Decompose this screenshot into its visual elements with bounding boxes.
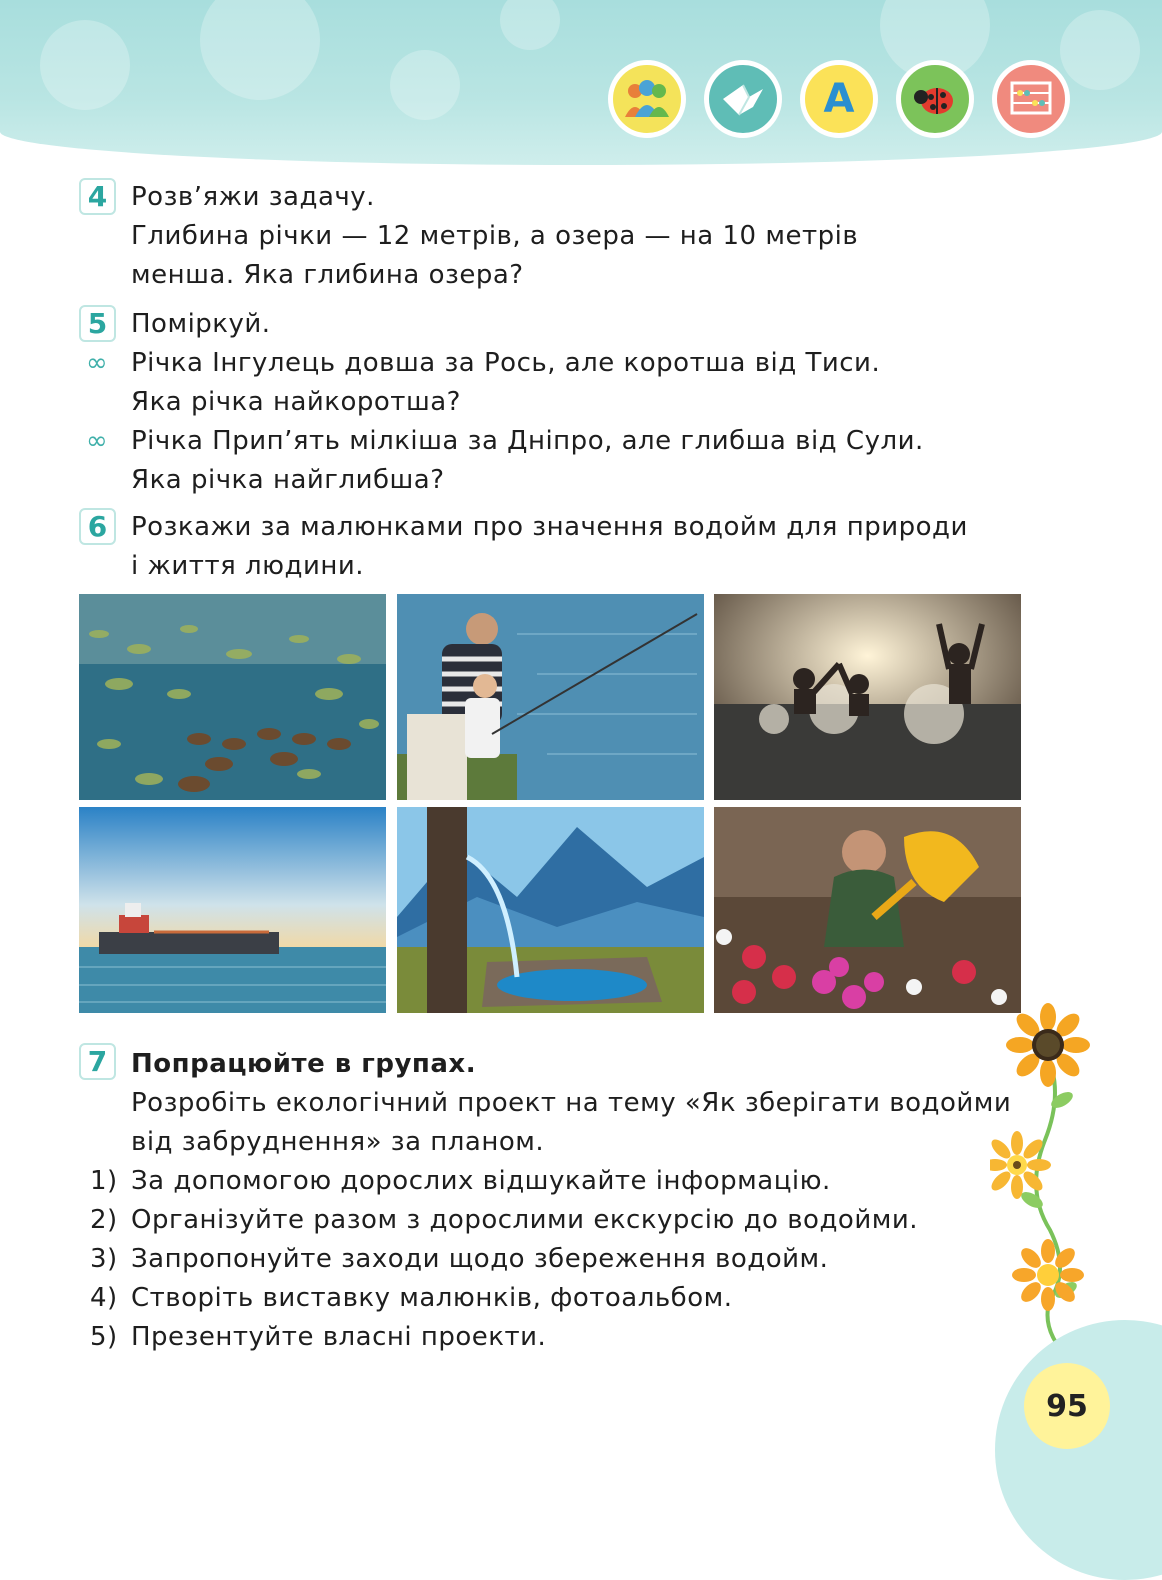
step-text: Запропонуйте заходи щодо збереження водойм. bbox=[131, 1244, 829, 1274]
origami-bird-icon bbox=[704, 60, 782, 138]
photo-mountain-spring bbox=[397, 807, 704, 1013]
sunflower-decoration bbox=[990, 1000, 1120, 1370]
task-7-title: Попрацюйте в групах. bbox=[131, 1049, 477, 1079]
group-work-icon bbox=[608, 60, 686, 138]
task-4-text-line: Глибина річки — 12 метрів, а озера — на 10 метрів bbox=[131, 221, 859, 251]
step-number: 4) bbox=[90, 1283, 118, 1313]
step-text: Організуйте разом з дорослими екскурсію до водойми. bbox=[131, 1205, 919, 1235]
decor-bubble bbox=[1060, 10, 1140, 90]
photo-watering-flowers bbox=[714, 807, 1021, 1013]
task-number: 7 bbox=[79, 1043, 116, 1080]
ladybug-icon bbox=[896, 60, 974, 138]
photo-people-swimming bbox=[714, 594, 1021, 800]
letter-a-icon bbox=[800, 60, 878, 138]
letter-a-glyph: A bbox=[823, 76, 855, 122]
infinity-bullet-icon: ∞ bbox=[86, 426, 109, 456]
photo-cargo-ship-at-sea bbox=[79, 807, 386, 1013]
infinity-bullet-icon: ∞ bbox=[86, 348, 109, 378]
step-text: Презентуйте власні проекти. bbox=[131, 1322, 547, 1352]
task-7-text-line: Розробіть екологічний проект на тему «Як зберігати водойми bbox=[131, 1088, 1012, 1118]
task-number: 5 bbox=[79, 305, 116, 342]
task-7-text-line: від забруднення» за планом. bbox=[131, 1127, 545, 1157]
task-6-text-line: Розкажи за малюнками про значення водойм для природи bbox=[131, 512, 968, 542]
page-number: 95 bbox=[1024, 1363, 1110, 1449]
header-banner bbox=[0, 0, 1162, 165]
decor-bubble bbox=[200, 0, 320, 100]
task-6-text-line: і життя людини. bbox=[131, 551, 365, 581]
photo-ducks-on-lake bbox=[79, 594, 386, 800]
task-5-item-line: Яка річка найглибша? bbox=[131, 465, 445, 495]
task-4-text-line: менша. Яка глибина озера? bbox=[131, 260, 524, 290]
task-5-item-line: Яка річка найкоротша? bbox=[131, 387, 461, 417]
task-5-item-line: Річка Прип’ять мілкіша за Дніпро, але глибша від Сули. bbox=[131, 426, 924, 456]
task-number: 6 bbox=[79, 508, 116, 545]
step-text: Створіть виставку малюнків, фотоальбом. bbox=[131, 1283, 733, 1313]
step-number: 5) bbox=[90, 1322, 118, 1352]
photo-father-son-fishing bbox=[397, 594, 704, 800]
task-number: 4 bbox=[79, 178, 116, 215]
step-number: 2) bbox=[90, 1205, 118, 1235]
step-number: 1) bbox=[90, 1166, 118, 1196]
decor-bubble bbox=[40, 20, 130, 110]
decor-bubble bbox=[390, 50, 460, 120]
task-4-title: Розв’яжи задачу. bbox=[131, 182, 375, 212]
task-5-item-line: Річка Інгулець довша за Рось, але коротша від Тиси. bbox=[131, 348, 881, 378]
task-5-title: Поміркуй. bbox=[131, 309, 271, 339]
abacus-icon bbox=[992, 60, 1070, 138]
step-number: 3) bbox=[90, 1244, 118, 1274]
decor-bubble bbox=[500, 0, 560, 50]
step-text: За допомогою дорослих відшукайте інформацію. bbox=[131, 1166, 831, 1196]
